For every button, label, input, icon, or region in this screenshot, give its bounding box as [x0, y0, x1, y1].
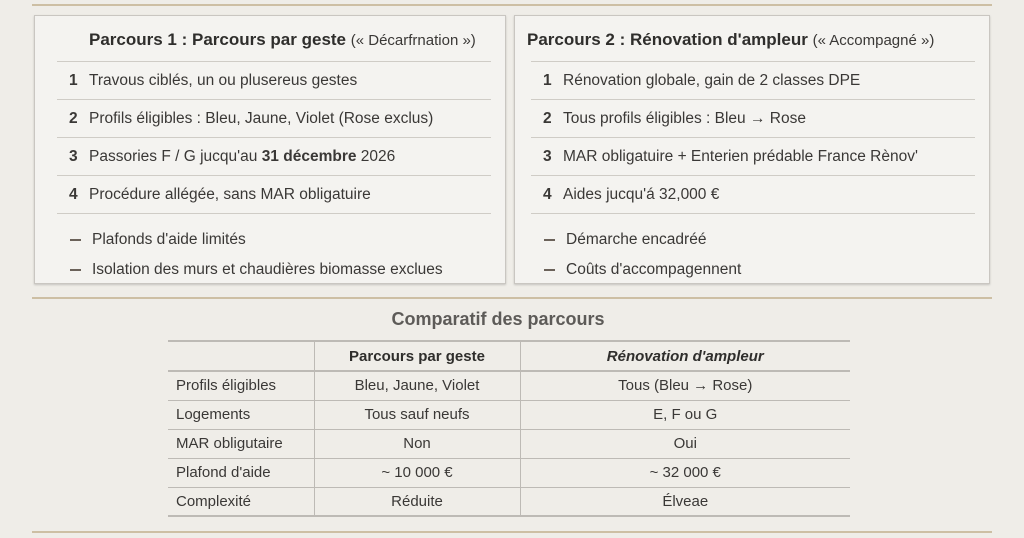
- list-item: [57, 175, 491, 213]
- cell-geste: Bleu, Jaune, Violet: [314, 371, 520, 400]
- parcours-1-card: [34, 15, 506, 284]
- parcours-2-card: [514, 15, 990, 284]
- parcours-1-title: [89, 30, 476, 50]
- list-item: [57, 61, 491, 99]
- item-number: 2: [543, 109, 552, 127]
- row-label: Profils éligibles: [168, 371, 314, 400]
- con-item: [57, 225, 491, 255]
- con-text: Plafonds d'aide limités: [92, 231, 246, 248]
- parcours-2-cons: [531, 213, 975, 285]
- con-text: Isolation des murs et chaudières biomasse exclues: [92, 261, 443, 278]
- parcours-1-subtitle: (« Décarfrnation »): [350, 32, 476, 49]
- parcours-2-subtitle: (« Accompagné »): [812, 32, 935, 49]
- parcours-2-title-prefix: Parcours 2 :: [527, 30, 630, 49]
- cell-ampleur: Tous (Bleu → Rose): [520, 371, 850, 400]
- cell-geste: Non: [314, 429, 520, 458]
- con-text: Coûts d'accompagennent: [566, 261, 742, 278]
- item-text: Tous profils éligibles : Bleu → Rose: [563, 109, 806, 127]
- parcours-1-title-main: Parcours par geste: [192, 30, 347, 49]
- cell-ampleur: Élveae: [520, 487, 850, 516]
- parcours-1-list: [57, 61, 491, 285]
- header-parcours-geste: Parcours par geste: [314, 341, 520, 371]
- item-text-end: 2026: [356, 147, 396, 165]
- item-number: 3: [543, 147, 552, 165]
- item-number: 1: [69, 71, 78, 89]
- table-row: [168, 429, 850, 458]
- table-row: [168, 487, 850, 516]
- row-label: Plafond d'aide: [168, 458, 314, 487]
- list-item: [531, 175, 975, 213]
- dash-icon: [70, 239, 81, 241]
- item-number: 4: [69, 185, 78, 203]
- table-header-row: [168, 341, 850, 371]
- item-number: 1: [543, 71, 552, 89]
- list-item: [57, 99, 491, 137]
- table-row: [168, 458, 850, 487]
- parcours-1-title-prefix: Parcours 1 :: [89, 30, 192, 49]
- list-item: [531, 99, 975, 137]
- con-item: [531, 225, 975, 255]
- cell-geste: ~ 10 000 €: [314, 458, 520, 487]
- comparison-title-text: Comparatif des parcours: [391, 309, 605, 329]
- parcours-2-title-main: Rénovation d'ampleur: [630, 30, 808, 49]
- item-text: MAR obligatuire + Enterien prédable France Rènov': [563, 147, 918, 165]
- header-renovation-ampleur: Rénovation d'ampleur: [520, 341, 850, 371]
- cell-ampleur: ~ 32 000 €: [520, 458, 850, 487]
- dash-icon: [544, 239, 555, 241]
- header-empty: [168, 341, 314, 371]
- list-item: [531, 61, 975, 99]
- cell-geste: Réduite: [314, 487, 520, 516]
- middle-divider: [32, 297, 992, 299]
- item-number: 3: [69, 147, 78, 165]
- row-label: Logements: [168, 400, 314, 429]
- list-item: [57, 137, 491, 175]
- row-label: MAR obligutaire: [168, 429, 314, 458]
- cell-ampleur: E, F ou G: [520, 400, 850, 429]
- item-text: Procédure allégée, sans MAR obligatuire: [89, 185, 371, 203]
- comparison-table: [168, 340, 850, 517]
- list-item: [531, 137, 975, 175]
- item-number: 4: [543, 185, 552, 203]
- table-row: [168, 371, 850, 400]
- parcours-1-cons: [57, 213, 491, 285]
- cell-ampleur: Oui: [520, 429, 850, 458]
- item-text: Profils éligibles : Bleu, Jaune, Violet (Rose exclus): [89, 109, 434, 127]
- row-label: Complexité: [168, 487, 314, 516]
- parcours-2-list: [531, 61, 975, 285]
- cell-geste: Tous sauf neufs: [314, 400, 520, 429]
- item-text-start: Passories F / G jucqu'au: [89, 147, 262, 165]
- dash-icon: [70, 269, 81, 271]
- item-number: 2: [69, 109, 78, 127]
- item-text: [89, 148, 395, 166]
- con-item: [531, 255, 975, 285]
- dash-icon: [544, 269, 555, 271]
- item-text: Aides jucqu'á 32,000 €: [563, 185, 720, 203]
- comparison-title: [0, 309, 1024, 330]
- bottom-divider: [32, 531, 992, 533]
- table-row: [168, 400, 850, 429]
- item-text: Rénovation globale, gain de 2 classes DPE: [563, 71, 861, 89]
- top-divider: [32, 4, 992, 6]
- deadline-date: 31 décembre: [261, 147, 357, 165]
- parcours-2-title: [527, 30, 934, 50]
- con-text: Démarche encadréé: [566, 231, 707, 248]
- con-item: [57, 255, 491, 285]
- item-text: Travous ciblés, un ou plusereus gestes: [89, 71, 358, 89]
